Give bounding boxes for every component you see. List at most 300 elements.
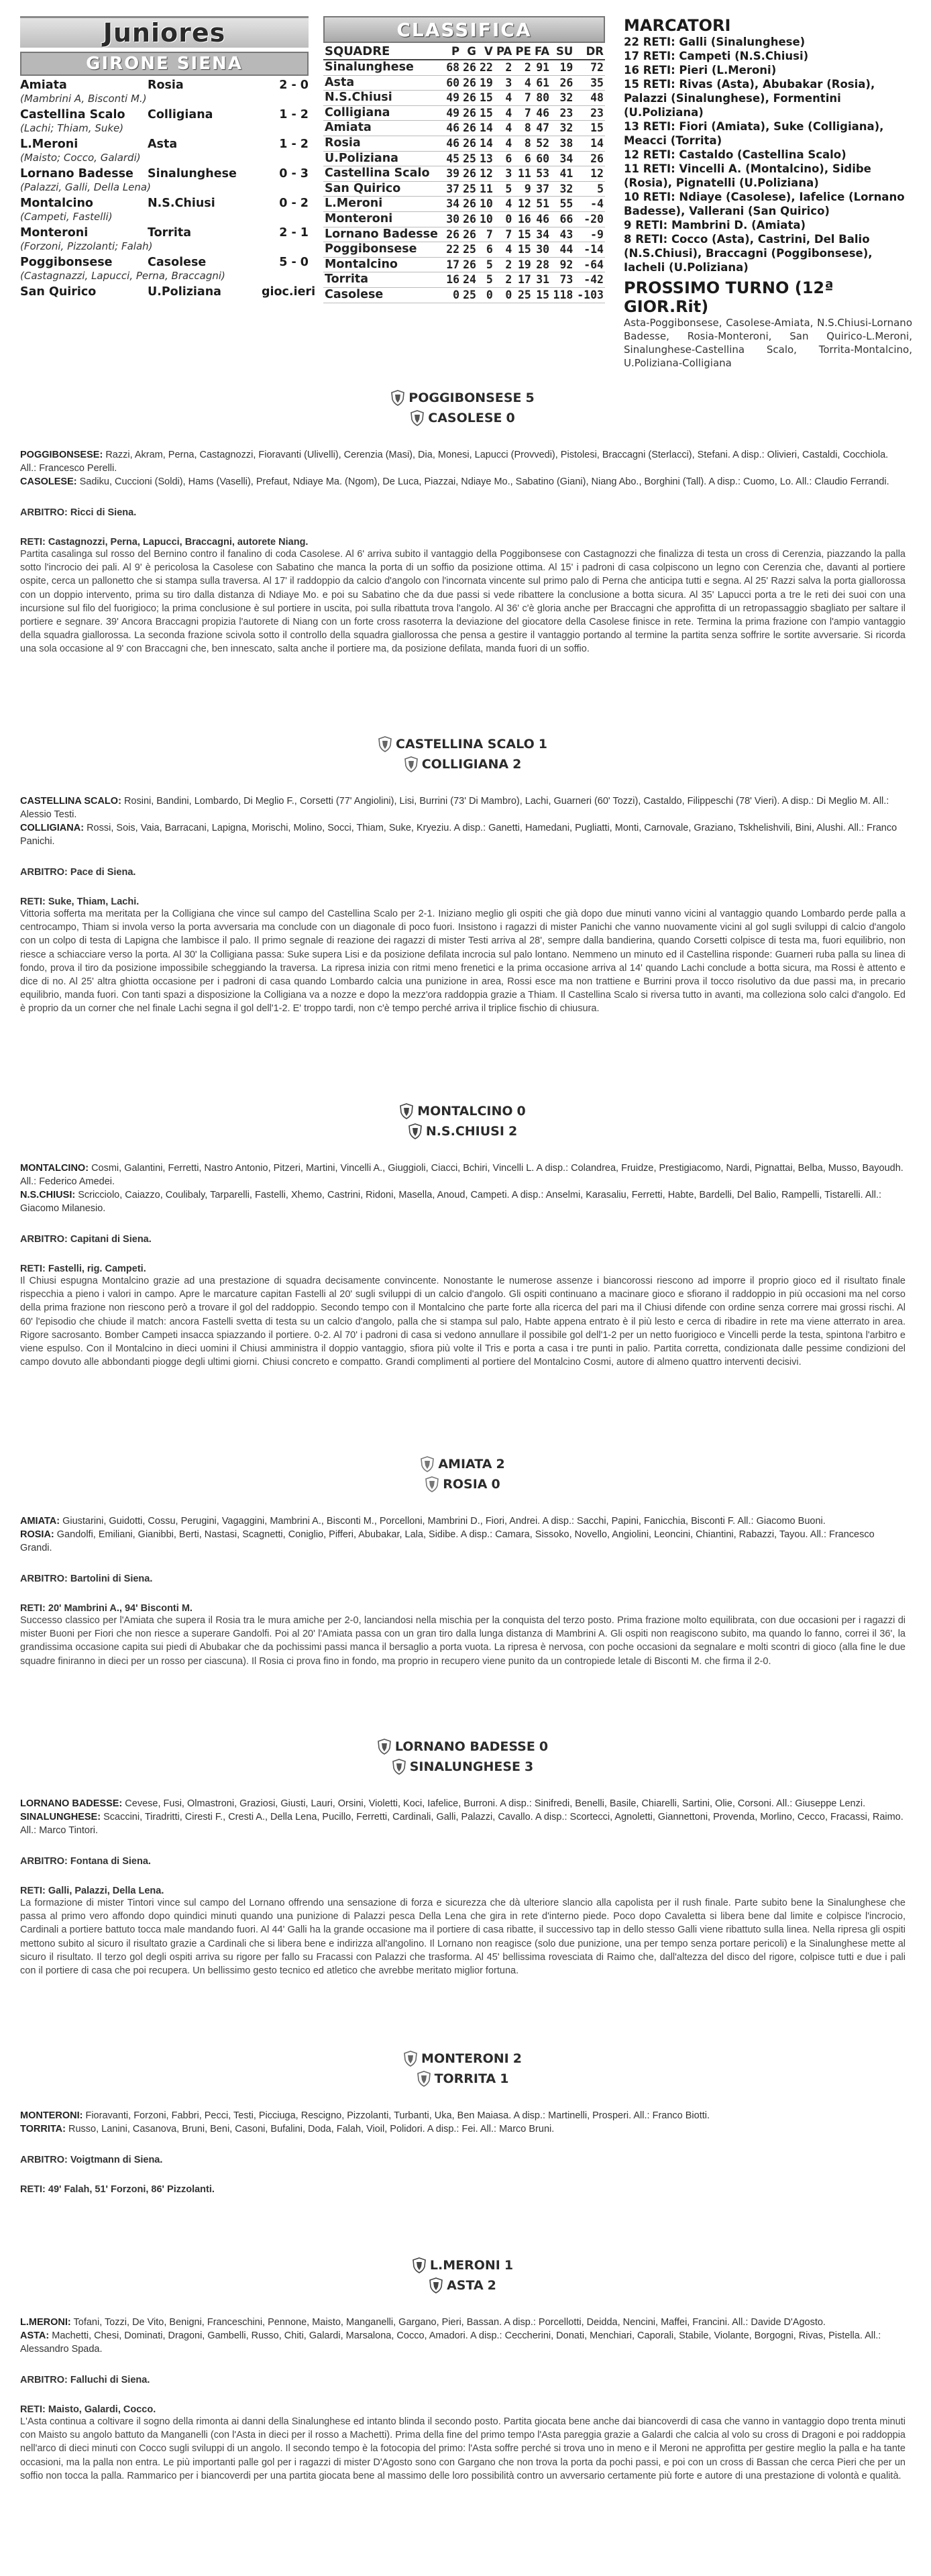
standings-f: 46: [533, 211, 551, 227]
report-lineups: [20, 448, 906, 488]
standings-pa: 4: [494, 242, 514, 258]
report-text: La formazione di mister Tintori vince sul campo del Lornano offrendo una sensazione di forza e sicurezza che dà ulteriore slancio alla capolista per il rush finale. Parte subito bene la Sinalunghese che passa al primo vero affondo dopo quindici minuti quando una punizione di Palazzi pesca Della Lena che gira in rete d'interno piede. Poco dopo Cavaletta si libera bene dal limite e colpisce l'incrocio, Cardinali a portiere battuto tocca male mandando fuori. Al 44' Galli ha la grande occasione ma il portiere di casa ribatte, il successivo tap in dello stesso Galli viene ribattuto sulla linea. Nella ripresa gli ospiti mettono subito al sicuro il risultato grazie a Cardinali che si libera bene e indirizza all'angolino. Il Lornano non reagisce (solo due punizione, una per tempo senza portare pericoli) e la Sinalunghese mette al sicuro il risultato. Il terzo gol degli ospiti arriva su rigore per fallo su Fracassi con Palazzi che trasforma. Al 45' bellissima rovesciata di Raimo che, dall'altezza del disco del rigore, colpisce tutti e due i pali con il portiere di casa che poi recupera. Un bellissimo gesto tecnico ed atletico che avrebbe meritato miglior fortuna.: [20, 1898, 906, 1977]
report-heading: [20, 1733, 906, 1781]
lineup-home-label: L.MERONI:: [20, 2317, 71, 2328]
report-home-score: 0: [516, 1104, 526, 1119]
lineup-away: [20, 2122, 906, 2136]
match-report: [20, 2045, 906, 2195]
lineup-away-players: Scaccini, Tiradritti, Ciresti F., Cresti A., Della Lena, Pucillo, Ferretti, Cardinali, Galli, Palazzi, Cavallo. A disp.: Scortecci, Agnoletti, Giannettoni, Provenda, Morlino, Cecco, Fracassi, Raimo. All.: Marco Tintori.: [20, 1812, 903, 1836]
lineup-away-players: Russo, Lanini, Casanova, Bruni, Beni, Casoni, Bufalini, Doda, Falah, Vioil, Polidori. A disp.: Fei. All.: Marco Bruni.: [68, 2124, 555, 2134]
standings-v: 15: [478, 91, 494, 106]
standings-p: 39: [444, 166, 461, 182]
standings-g: 25: [461, 181, 478, 197]
report-home-row: [378, 1737, 548, 1757]
lineup-away-players: Machetti, Chesi, Dominati, Dragoni, Gambelli, Russo, Chiti, Galardi, Marsalona, Cocco, Amadori. A disp.: Ceccherini, Donati, Menchiari, Caporali, Stabile, Violante, Borgogni, Rivas, Pistella. All.: Alessandro Spada.: [20, 2330, 881, 2355]
result-item: [20, 225, 309, 253]
lineup-home: [20, 1797, 906, 1810]
standings-p: 22: [444, 242, 461, 258]
report-heading: [20, 2045, 906, 2093]
standings-team: Poggibonsese: [323, 242, 444, 258]
result-line: [20, 107, 309, 122]
standings-team: Casolese: [323, 287, 444, 303]
standings-f: 30: [533, 242, 551, 258]
result-away-team: Torrita: [148, 226, 192, 240]
standings-pe: 12: [513, 197, 533, 212]
standings-pe: 7: [513, 91, 533, 106]
team-crest-icon: [417, 2071, 431, 2087]
lineup-away: [20, 475, 906, 488]
col-pe: PE: [513, 44, 533, 60]
standings-v: 14: [478, 121, 494, 136]
report-text: Successo classico per l'Amiata che supera il Rosia tra le mura amiche per 2-0, lanciandosi nella mischia per la conquista del terzo posto. Prima frazione molto equilibrata, con due occasioni per i ragazzi di mister Buoni per Fiori che non riesce a superare Gandolfi. Poi al 20' l'Amiata passa con un gran tiro dalla lunga distanza di Mambrini A. Gli ospiti non reagiscono subito, ma quando lo fanno, correi il 36', la grandissima occasione capita sui piedi di Abubakar che da pochissimi passi manca il bersaglio a porta vuota. La ripresa è nervosa, con poche occasioni da segnalare e molti scontri di gioco (alla fine le due squadre finiranno in dieci per un rosso per ciascuna). Il Rosia ci prova fino in fondo, ma proprio in recupero viene punito da un contropiede letale di Bisconti M. che firma il 2-0.: [20, 1615, 906, 1667]
standings-v: 0: [478, 287, 494, 303]
standings-v: 10: [478, 197, 494, 212]
result-scorers: (Campeti, Fastelli): [20, 211, 113, 223]
standings-pe: 8: [513, 136, 533, 151]
standings-dr: 14: [574, 136, 605, 151]
scorer-entry: 17 RETI: Campeti (N.S.Chiusi): [624, 50, 809, 62]
lineup-home-players: Tofani, Tozzi, De Vito, Benigni, Franceschini, Pennone, Maisto, Manganelli, Gargano, Pieri, Bassan. A disp.: Porcellotti, Deidda, Nencini, Maffei, Francini. All.: Davide D'Agosto.: [73, 2317, 826, 2328]
result-scorers: (Castagnazzi, Lapucci, Perna, Braccagni): [20, 270, 225, 282]
lineup-away-label: COLLIGIANA:: [20, 823, 85, 833]
report-home-team: CASTELLINA SCALO: [396, 737, 535, 752]
standings-dr: 5: [574, 181, 605, 197]
result-scorers: (Maisto; Cocco, Galardi): [20, 152, 141, 164]
results-column: [20, 16, 316, 299]
scorer-entry: 10 RETI: Ndiaye (Casolese), Iafelice (Lornano Badesse), Vallerani (San Quirico): [624, 191, 905, 217]
result-away-team: Rosia: [148, 79, 184, 92]
report-away-score: 1: [500, 2071, 509, 2086]
team-crest-icon: [392, 1759, 406, 1775]
standings-pe: 9: [513, 181, 533, 197]
standings-team: Rosia: [323, 136, 444, 151]
team-crest-icon: [378, 736, 392, 752]
next-round-title: PROSSIMO TURNO (12ª GIOR.Rit): [624, 278, 834, 316]
standings-s: 43: [551, 227, 574, 242]
lineup-away-players: Sadiku, Cuccioni (Soldi), Hams (Vaselli), Prefaut, Ndiaye Ma. (Ngom), De Luca, Piazzai, Ndiaye Mo., Sabatino (Giani), Niang Abo., Borghini (Tall). A disp.: Cuomo, Lo. All.: Claudio Ferrandi.: [79, 476, 889, 487]
lineup-home: [20, 448, 906, 475]
standings-row: [323, 136, 605, 151]
standings-f: 60: [533, 151, 551, 166]
col-dr: DR: [574, 44, 605, 60]
standings-s: 32: [551, 121, 574, 136]
scorer-entry: 22 RETI: Galli (Sinalunghese): [624, 36, 806, 48]
report-away-score: 2: [508, 1124, 518, 1139]
standings-p: 68: [444, 60, 461, 75]
standings-s: 32: [551, 181, 574, 197]
report-home-team: MONTALCINO: [417, 1104, 513, 1119]
team-crest-icon: [425, 1476, 439, 1492]
standings-row: [323, 211, 605, 227]
standings-team: N.S.Chiusi: [323, 91, 444, 106]
standings-team: Lornano Badesse: [323, 227, 444, 242]
standings-v: 15: [478, 105, 494, 121]
result-item: [20, 255, 309, 282]
standings-dr: 23: [574, 105, 605, 121]
report-home-team: L.MERONI: [429, 2258, 500, 2273]
standings-pe: 25: [513, 287, 533, 303]
standings-v: 11: [478, 181, 494, 197]
result-line: [20, 225, 309, 240]
standings-column: [323, 16, 605, 303]
result-home-team: Castellina Scalo: [20, 108, 125, 121]
lineup-home-players: Giustarini, Guidotti, Cossu, Perugini, Vagaggini, Mambrini A., Bisconti M., Porcelloni, Mambrini D., Fiori, Andrei. A disp.: Sacchi, Papini, Fanicchia, Bisconti F. All.: Giacomo Buoni.: [62, 1516, 826, 1527]
standings-f: 31: [533, 272, 551, 288]
standings-f: 28: [533, 257, 551, 272]
lineup-home-label: AMIATA:: [20, 1516, 60, 1527]
standings-team: Amiata: [323, 121, 444, 136]
standings-table: [323, 44, 605, 303]
report-away-row: [417, 2069, 509, 2089]
standings-g: 26: [461, 105, 478, 121]
standings-v: 10: [478, 211, 494, 227]
result-scorers: (Mambrini A, Bisconti M.): [20, 93, 147, 105]
report-away-row: [410, 408, 514, 428]
standings-g: 26: [461, 166, 478, 182]
report-away-row: [392, 1757, 534, 1777]
report-home-team: LORNANO BADESSE: [394, 1739, 535, 1754]
lineup-home: [20, 2316, 906, 2329]
scorers-list: [624, 35, 912, 274]
standings-v: 22: [478, 60, 494, 75]
standings-g: 26: [461, 91, 478, 106]
standings-dr: 26: [574, 151, 605, 166]
result-item: [20, 107, 309, 135]
report-heading: [20, 384, 906, 432]
standings-dr: -64: [574, 257, 605, 272]
report-away-row: [425, 1474, 500, 1494]
report-heading: [20, 2251, 906, 2300]
team-crest-icon: [408, 1123, 422, 1139]
standings-g: 26: [461, 60, 478, 75]
result-home-team: Montalcino: [20, 197, 93, 210]
result-line: [20, 137, 309, 152]
standings-s: 73: [551, 272, 574, 288]
result-away-team: N.S.Chiusi: [148, 197, 215, 210]
standings-s: 41: [551, 166, 574, 182]
standings-pa: 6: [494, 151, 514, 166]
standings-row: [323, 287, 605, 303]
team-crest-icon: [421, 1456, 434, 1472]
table-title-ribbon: [323, 16, 605, 43]
standings-row: [323, 151, 605, 166]
standings-g: 24: [461, 272, 478, 288]
report-home-row: [404, 2049, 522, 2069]
report-lineups: [20, 1514, 906, 1555]
scorers-column: [624, 16, 912, 370]
standings-team: Colligiana: [323, 105, 444, 121]
lineup-away-label: ROSIA:: [20, 1529, 54, 1540]
standings-f: 34: [533, 227, 551, 242]
standings-pe: 15: [513, 227, 533, 242]
group-title-ribbon: [20, 52, 309, 76]
report-lineups: [20, 1797, 906, 1837]
result-score: 0 - 3: [279, 167, 309, 181]
next-round-fixtures: Asta-Poggibonsese, Casolese-Amiata, N.S.Chiusi-Lornano Badesse, Rosia-Monteroni, San Quirico-L.Meroni, Sinalunghese-Castellina Scalo, Torrita-Montalcino, U.Poliziana-Colligiana: [624, 317, 912, 369]
standings-dr: 48: [574, 91, 605, 106]
standings-pa: 2: [494, 272, 514, 288]
col-f: FA: [533, 44, 551, 60]
standings-f: 37: [533, 181, 551, 197]
result-home-team: L.Meroni: [20, 138, 78, 151]
standings-f: 51: [533, 197, 551, 212]
report-text: Vittoria sofferta ma meritata per la Colligiana che vince sul campo del Castellina Scalo per 2-1. Iniziano meglio gli ospiti che già dopo due minuti vanno vicini al vantaggio quando Lombardo perde palla a centrocampo, Thiam si invola verso la porta avversaria ma conclude con un diagonale di poco fuori. Insistono i ragazzi di mister Panichi che vanno nuovamente vicini al gol sugli sviluppi di calcio d'angolo con un colpo di testa di Lapigna che lambisce il palo. Il primo segnale di reazione dei ragazzi di mister Testi arriva al 28', sempre dalla bandierina, quando Corsetti colpisce di testa ma, fuori equilibrio, non riesce a schiacciare verso la porta. Al 30' la Colligiana passa: Suke supera Lisi e da posizione defilata incrocia sul palo lontano. Nemmeno un minuto ed il Castellina risponde: Guarneri ruba palla su linea di fondo, prova il tiro da posizione impossibile scheggiando la traversa. La ripresa inizia con ritmi meno frenetici e la prima occasione arriva al 14' quando Lachi conclude a botta sicura, ma Rossi è attento e dice di no. Al 25' altra ghiotta occasione per i padroni di casa quando Lombardo calcia una punizione in area, Rossi esce ma non trattiene e Burrini prova il tocco risolutivo da due passi ma, in precario equilibrio, manda fuori. Con tanti spazi a disposizione la Colligiana va a nozze e dopo la mezz'ora raddoppia grazie a Thiam. Il Castellina Scalo si riversa tutto in avanti, ma colleziona solo calci d'angolo. Ed è proprio da un corner che nel finale Lachi segna il gol dell'1-2. E' troppo tardi, non c'è tempo perché arriva il triplice fischio di chiusura.: [20, 909, 906, 1015]
result-score: 5 - 0: [279, 256, 309, 269]
standings-row: [323, 272, 605, 288]
match-report: [20, 384, 906, 656]
standings-s: 23: [551, 105, 574, 121]
standings-v: 7: [478, 227, 494, 242]
scorer-entry: 15 RETI: Rivas (Asta), Abubakar (Rosia), Palazzi (Sinalunghese), Formentini (U.Poliziana): [624, 78, 875, 119]
report-home-score: 1: [538, 737, 547, 752]
standings-row: [323, 166, 605, 182]
result-line: [20, 78, 309, 93]
standings-s: 92: [551, 257, 574, 272]
report-home-team: MONTERONI: [421, 2051, 509, 2066]
col-pa: PA: [494, 44, 514, 60]
team-crest-icon: [410, 410, 424, 426]
result-home-team: San Quirico: [20, 285, 97, 299]
standings-row: [323, 91, 605, 106]
standings-p: 37: [444, 181, 461, 197]
standings-f: 46: [533, 105, 551, 121]
standings-pa: 3: [494, 75, 514, 91]
standings-team: U.Poliziana: [323, 151, 444, 166]
lineup-away-label: SINALUNGHESE:: [20, 1812, 101, 1822]
report-home-score: 5: [525, 391, 535, 405]
standings-pa: 4: [494, 121, 514, 136]
result-score: 1 - 2: [279, 108, 309, 121]
col-team: SQUADRE: [323, 44, 444, 60]
lineup-home-label: MONTALCINO:: [20, 1163, 89, 1174]
report-away-team: COLLIGIANA: [421, 757, 509, 772]
lineup-away-label: TORRITA:: [20, 2124, 66, 2134]
standings-v: 19: [478, 75, 494, 91]
lineup-away: [20, 1528, 906, 1555]
standings-s: 118: [551, 287, 574, 303]
report-away-team: CASOLESE: [428, 411, 502, 425]
col-p: P: [444, 44, 461, 60]
result-away-team: Casolese: [148, 256, 207, 269]
standings-p: 34: [444, 197, 461, 212]
standings-s: 66: [551, 211, 574, 227]
standings-pe: 2: [513, 60, 533, 75]
standings-team: Asta: [323, 75, 444, 91]
lineup-away-players: Rossi, Sois, Vaia, Barracani, Lapigna, Morischi, Molino, Socci, Thiam, Suke, Kryeziu. A disp.: Ganetti, Hamedani, Pugliatti, Monti, Carnovale, Graziano, Tskhelishvili, Bini, Alushi. All.: Franco Panichi.: [20, 823, 897, 847]
standings-row: [323, 227, 605, 242]
standings-g: 26: [461, 227, 478, 242]
team-crest-icon: [404, 2051, 417, 2067]
standings-s: 44: [551, 242, 574, 258]
standings-row: [323, 257, 605, 272]
report-home-row: [378, 734, 547, 754]
standings-f: 15: [533, 287, 551, 303]
standings-row: [323, 105, 605, 121]
standings-header-row: [323, 44, 605, 60]
standings-p: 17: [444, 257, 461, 272]
standings-pa: 4: [494, 105, 514, 121]
lineup-home-players: Rosini, Bandini, Lombardo, Di Meglio F., Corsetti (77' Angiolini), Lisi, Burrini (73' Di Mambro), Lachi, Guarneri (60' Tozzi), Castaldo, Filippeschi (78' Vieri). A disp.: Di Meglio M. All.: Alessio Testi.: [20, 796, 889, 820]
result-item: [20, 196, 309, 223]
report-lineups: [20, 1162, 906, 1215]
report-goals: RETI: Fastelli, rig. Campeti.: [20, 1264, 146, 1274]
standings-v: 6: [478, 242, 494, 258]
team-crest-icon: [378, 1739, 391, 1755]
report-goals: RETI: Suke, Thiam, Lachi.: [20, 896, 140, 907]
result-item: [20, 166, 309, 194]
results-list: [20, 78, 316, 299]
lineup-away-players: Gandolfi, Emiliani, Gianibbi, Berti, Nastasi, Scagnetti, Coniglio, Pifferi, Abubakar, Lala, Sidibe. A disp.: Camara, Sissoko, Novello, Angiolini, Leoncini, Chiantini, Rabazzi, Tayou. All.: Francesco Grandi.: [20, 1529, 875, 1553]
scorer-entry: 13 RETI: Fiori (Amiata), Suke (Colligiana), Meacci (Torrita): [624, 120, 884, 147]
col-g: G: [461, 44, 478, 60]
scorer-entry: 16 RETI: Pieri (L.Meroni): [624, 64, 777, 76]
standings-p: 49: [444, 105, 461, 121]
standings-row: [323, 181, 605, 197]
standings-f: 53: [533, 166, 551, 182]
result-away-team: Sinalunghese: [148, 167, 237, 181]
standings-dr: -103: [574, 287, 605, 303]
report-goals: RETI: Castagnozzi, Perna, Lapucci, Braccagni, autorete Niang.: [20, 537, 309, 548]
standings-team: Monteroni: [323, 211, 444, 227]
team-crest-icon: [391, 390, 404, 406]
report-goals: RETI: Maisto, Galardi, Cocco.: [20, 2404, 156, 2415]
standings-g: 25: [461, 242, 478, 258]
standings-pa: 4: [494, 91, 514, 106]
report-home-score: 0: [539, 1739, 549, 1754]
report-goals: RETI: 49' Falah, 51' Forzoni, 86' Pizzolanti.: [20, 2184, 215, 2195]
standings-team: Castellina Scalo: [323, 166, 444, 182]
lineup-away-label: N.S.CHIUSI:: [20, 1190, 76, 1200]
standings-pe: 6: [513, 151, 533, 166]
standings-pe: 19: [513, 257, 533, 272]
lineup-home: [20, 1162, 906, 1188]
report-goals: RETI: Galli, Palazzi, Della Lena.: [20, 1886, 164, 1896]
standings-row: [323, 121, 605, 136]
report-lineups: [20, 2316, 906, 2356]
report-lineups: [20, 794, 906, 848]
lineup-home-players: Razzi, Akram, Perna, Castagnozzi, Fioravanti (Ulivelli), Cerenzia (Masi), Dia, Monesi, Lapucci (Provvedi), Pistolesi, Braccagni (Sterlacci), Stefani. A disp.: Olivieri, Castaldi, Cocchiola. All.: Francesco Perelli.: [20, 450, 889, 474]
report-referee: ARBITRO: Pace di Siena.: [20, 867, 136, 878]
report-away-score: 2: [487, 2278, 496, 2293]
report-lineups: [20, 2109, 906, 2136]
standings-pe: 8: [513, 121, 533, 136]
scorer-entry: 9 RETI: Mambrini D. (Amiata): [624, 219, 806, 231]
lineup-away-label: ASTA:: [20, 2330, 50, 2341]
standings-pa: 2: [494, 257, 514, 272]
standings-row: [323, 75, 605, 91]
standings-team: Torrita: [323, 272, 444, 288]
report-home-team: POGGIBONSESE: [408, 391, 522, 405]
standings-pa: 0: [494, 211, 514, 227]
col-s: SU: [551, 44, 574, 60]
standings-row: [323, 60, 605, 75]
standings-team: San Quirico: [323, 181, 444, 197]
standings-p: 46: [444, 136, 461, 151]
standings-p: 45: [444, 151, 461, 166]
col-v: V: [478, 44, 494, 60]
result-line: [20, 255, 309, 270]
result-home-team: Amiata: [20, 79, 67, 92]
result-line: [20, 285, 316, 299]
match-report: [20, 1450, 906, 1668]
standings-team: Sinalunghese: [323, 60, 444, 75]
report-referee: ARBITRO: Fontana di Siena.: [20, 1856, 151, 1867]
standings-dr: 15: [574, 121, 605, 136]
report-away-score: 3: [525, 1759, 534, 1774]
standings-pa: 3: [494, 166, 514, 182]
standings-dr: -4: [574, 197, 605, 212]
report-referee: ARBITRO: Falluchi di Siena.: [20, 2375, 150, 2385]
group-title: GIRONE SIENA: [86, 54, 243, 74]
table-title: CLASSIFICA: [396, 18, 532, 41]
result-score: 0 - 2: [279, 197, 309, 210]
lineup-away: [20, 821, 906, 848]
result-away-team: U.Poliziana: [148, 285, 221, 299]
lineup-home: [20, 1514, 906, 1528]
standings-s: 55: [551, 197, 574, 212]
match-report: [20, 730, 906, 1016]
lineup-home: [20, 2109, 906, 2122]
result-score: 2 - 1: [279, 226, 309, 240]
standings-p: 0: [444, 287, 461, 303]
standings-pe: 17: [513, 272, 533, 288]
result-item: [20, 285, 316, 299]
standings-v: 13: [478, 151, 494, 166]
report-goals: RETI: 20' Mambrini A., 94' Bisconti M.: [20, 1603, 193, 1614]
standings-dr: -20: [574, 211, 605, 227]
standings-v: 12: [478, 166, 494, 182]
standings-dr: -14: [574, 242, 605, 258]
standings-dr: 12: [574, 166, 605, 182]
standings-g: 26: [461, 197, 478, 212]
result-home-team: Monteroni: [20, 226, 89, 240]
standings-pa: 4: [494, 197, 514, 212]
result-item: [20, 78, 309, 105]
standings-pa: 4: [494, 136, 514, 151]
result-scorers: (Palazzi, Galli, Della Lena): [20, 181, 151, 193]
standings-team: L.Meroni: [323, 197, 444, 212]
result-scorers: (Lachi; Thiam, Suke): [20, 122, 124, 134]
section-title: Juniores: [103, 18, 226, 48]
standings-dr: -42: [574, 272, 605, 288]
result-away-team: Asta: [148, 138, 178, 151]
standings-team: Montalcino: [323, 257, 444, 272]
lineup-home-players: Cosmi, Galantini, Ferretti, Nastro Antonio, Pitzeri, Martini, Vincelli A., Giuggioli, Ciacci, Bchiri, Vincelli L. A disp.: Colandrea, Fruidze, Prestigiacomo, Nardi, Pignattai, Belba, Musso, Bayoudh. All.: Federico Amedei.: [20, 1163, 903, 1187]
report-away-team: N.S.CHIUSI: [425, 1124, 504, 1139]
report-away-row: [404, 754, 522, 774]
report-text: Il Chiusi espugna Montalcino grazie ad una prestazione di squadra decisamente convincente. Nonostante le numerose assenze i biancorossi riescono ad imporre il proprio gioco ed il risultato finale rispecchia a pieno i valori in campo. Apre le marcature capitan Fastelli al 20' sugli sviluppi di un calcio d'angolo. Gli ospiti continuano a macinare gioco e sfiorano il raddoppio in più occasioni ma nel corso della prima frazione non riescono però a trovare il gol del raddoppio. Secondo tempo con il Montalcino che parte forte alla ricerca del pari ma il Chiusi difende con ordine senza correre mai grossi rischi. Al 60' l'episodio che chiude il match: ancora Fastelli svetta di testa su un calcio d'angolo, palla che si stampa sul palo, Habte appena entrato è il più lesto e cerca di ribadire in rete ma viene atterrato in area. Rigore sacrosanto. Bomber Campeti insacca spiazzando il portiere. 0-2. Al 70' i padroni di casa si vedono annullare il possibile gol dell'1-2 per un netto fuorigioco e Vincelli perde la testa, spintona l'arbitro e viene espulso. Con il Montalcino in dieci uomini il Chiusi amministra il doppio vantaggio, sfiora più volte il Tris e porta a casa i tre punti in palio. Partita corretta, condizionata dalle pessime condizioni del campo dovuto alle abbondanti piogge degli ultimi giorni. Chiusi concreto e compatto. Grandi complimenti al portiere del Montalcino Cosmi, autore di almeno quattro interventi decisivi.: [20, 1276, 906, 1368]
standings-row: [323, 197, 605, 212]
report-referee: ARBITRO: Voigtmann di Siena.: [20, 2155, 163, 2165]
scorer-entry: 8 RETI: Cocco (Asta), Castrini, Del Balio (N.S.Chiusi), Braccagni (Poggibonsese), Iacheli (U.Poliziana): [624, 233, 873, 274]
report-home-row: [391, 388, 534, 408]
standings-dr: 35: [574, 75, 605, 91]
standings-p: 49: [444, 91, 461, 106]
standings-p: 30: [444, 211, 461, 227]
standings-g: 25: [461, 151, 478, 166]
lineup-away: [20, 1188, 906, 1215]
team-crest-icon: [400, 1103, 413, 1119]
match-report: [20, 2251, 906, 2483]
team-crest-icon: [404, 756, 418, 772]
standings-pe: 11: [513, 166, 533, 182]
standings-g: 25: [461, 287, 478, 303]
standings-f: 80: [533, 91, 551, 106]
standings-pa: 2: [494, 60, 514, 75]
standings-pa: 0: [494, 287, 514, 303]
standings-v: 5: [478, 257, 494, 272]
report-home-row: [400, 1101, 526, 1121]
